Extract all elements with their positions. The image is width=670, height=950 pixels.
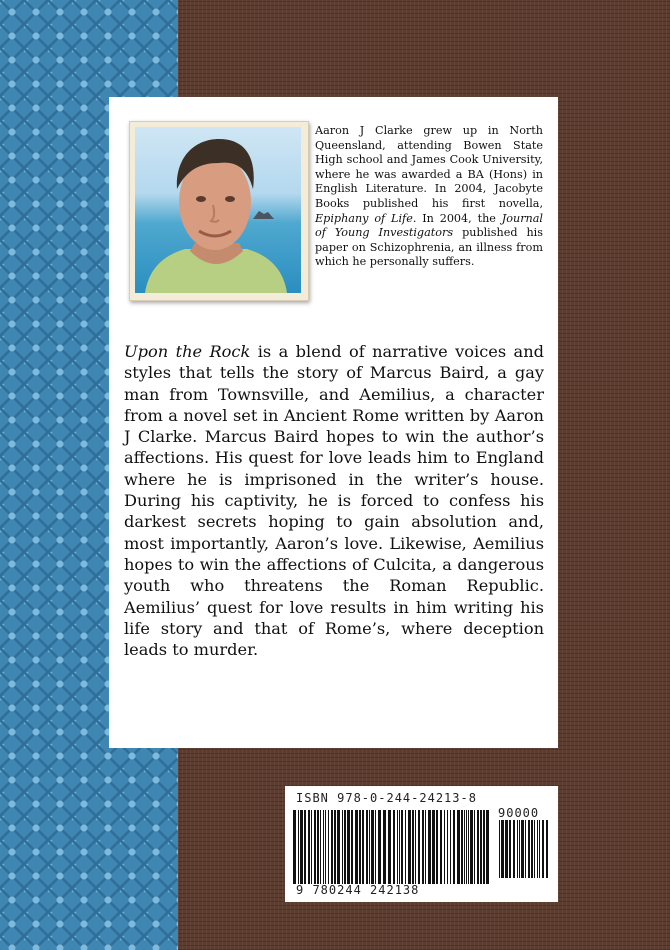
barcode-bar (325, 810, 326, 884)
barcode-bar (457, 810, 460, 884)
barcode-bar (378, 810, 381, 884)
barcode-bar (362, 810, 364, 884)
barcode-bar (474, 810, 475, 884)
barcode-bar (347, 810, 350, 884)
price-addon-bars (499, 820, 551, 878)
barcode-bar (375, 810, 376, 884)
barcode-bar (422, 810, 424, 884)
barcode-bar (505, 820, 508, 878)
barcode-bar (412, 810, 414, 884)
barcode-bar (388, 810, 391, 884)
barcode-bar (542, 820, 544, 878)
barcode-bar (466, 810, 467, 884)
barcode-bar (501, 820, 504, 878)
bio-text-1: Aaron J Clarke grew up in North Queensland, attending Bowen State High school and James Cook University, where he was awarded a BA (Hons) in English Literature. In 2004, Jacobyte Books published his first novella, (315, 124, 543, 210)
barcode-bar (525, 820, 526, 878)
journal-title: Journal of Young Investigators (315, 211, 543, 240)
barcode-bar (371, 810, 374, 884)
barcode-bar (468, 810, 469, 884)
barcode-bar (436, 810, 438, 884)
barcode-bar (464, 810, 465, 884)
barcode-bar (499, 820, 500, 878)
barcode-bar (513, 820, 515, 878)
novella-title: Epiphany of Life. (315, 211, 417, 225)
barcode-bar (328, 810, 329, 884)
barcode-bar (415, 810, 416, 884)
barcode-bar (331, 810, 333, 884)
barcode-bar (480, 810, 482, 884)
author-portrait-image (135, 127, 301, 293)
barcode-bar (337, 810, 340, 884)
book-title: Upon the Rock (124, 342, 251, 361)
barcode-bar (461, 810, 463, 884)
barcode-bar (397, 810, 398, 884)
barcode-bar (447, 810, 448, 884)
barcode-bar (369, 810, 370, 884)
barcode-bar (450, 810, 451, 884)
barcode-bar (546, 820, 548, 878)
barcode-bar (537, 820, 538, 878)
bio-text-3: published his paper on Schizophrenia, an illness from which he personally suffers. (315, 226, 543, 269)
barcode-bar (308, 810, 310, 884)
barcode-bar (311, 810, 312, 884)
isbn-label: ISBN 978-0-244-24213-8 (296, 791, 477, 805)
book-blurb (124, 341, 544, 660)
barcode-bar (444, 810, 445, 884)
barcode-bar (519, 820, 520, 878)
barcode-bar (351, 810, 353, 884)
barcode-bar (528, 820, 530, 878)
barcode-bar (486, 810, 489, 884)
barcode-bar (355, 810, 358, 884)
barcode-bar (317, 810, 319, 884)
barcode-bar (314, 810, 316, 884)
barcode-bar (405, 810, 406, 884)
barcode-bar (399, 810, 400, 884)
barcode-bar (293, 810, 296, 884)
barcode-bar (320, 810, 321, 884)
barcode-bar (432, 810, 435, 884)
barcode-bar (509, 820, 511, 878)
barcode-bar (531, 820, 533, 878)
barcode-bar (517, 820, 518, 878)
barcode-bar (418, 810, 420, 884)
barcode-bar (334, 810, 336, 884)
barcode-bar (304, 810, 306, 884)
barcode-bar (483, 810, 485, 884)
barcode-bars (293, 810, 491, 884)
barcode-digits: 9 780244 242138 (296, 883, 420, 897)
author-bio (315, 124, 543, 270)
barcode-bar (521, 820, 524, 878)
barcode-bar (440, 810, 442, 884)
barcode-bar (393, 810, 395, 884)
barcode-bar (534, 820, 535, 878)
price-code: 90000 (498, 806, 540, 820)
barcode-bar (477, 810, 479, 884)
isbn-barcode-box (285, 786, 558, 902)
barcode-bar (428, 810, 431, 884)
barcode-bar (383, 810, 386, 884)
blurb-text: is a blend of narrative voices and styles that tells the story of Marcus Baird, a gay man from Townsville, and Aemilius, a character from a novel set in Ancient Rome written by Aaron J Clarke. Marcus Baird hopes to win the author’s affections. His quest for love leads him to England where he is imprisoned in the writer’s house. During his captivity, he is forced to confess his darkest secrets hoping to gain absolution and, most importantly, Aaron’s love. Likewise, Aemilius hopes to win the affections of Culcita, a dangerous youth who threatens the Roman Republic. Aemilius’ quest for love results in him writing his life story and that of Rome’s, where deception leads to murder. (124, 342, 544, 660)
barcode-bar (453, 810, 455, 884)
barcode-bar (366, 810, 368, 884)
barcode-bar (539, 820, 540, 878)
barcode-bar (300, 810, 303, 884)
bio-text-2: In 2004, the (416, 211, 502, 225)
barcode-bar (359, 810, 361, 884)
barcode-bar (342, 810, 343, 884)
barcode-bar (408, 810, 411, 884)
barcode-bar (401, 810, 403, 884)
author-photo-frame (129, 121, 309, 301)
barcode-bar (323, 810, 324, 884)
barcode-bar (298, 810, 299, 884)
barcode-bar (425, 810, 426, 884)
text-panel (109, 97, 558, 748)
barcode-bar (470, 810, 473, 884)
barcode-bar (344, 810, 346, 884)
author-photo (135, 127, 301, 293)
